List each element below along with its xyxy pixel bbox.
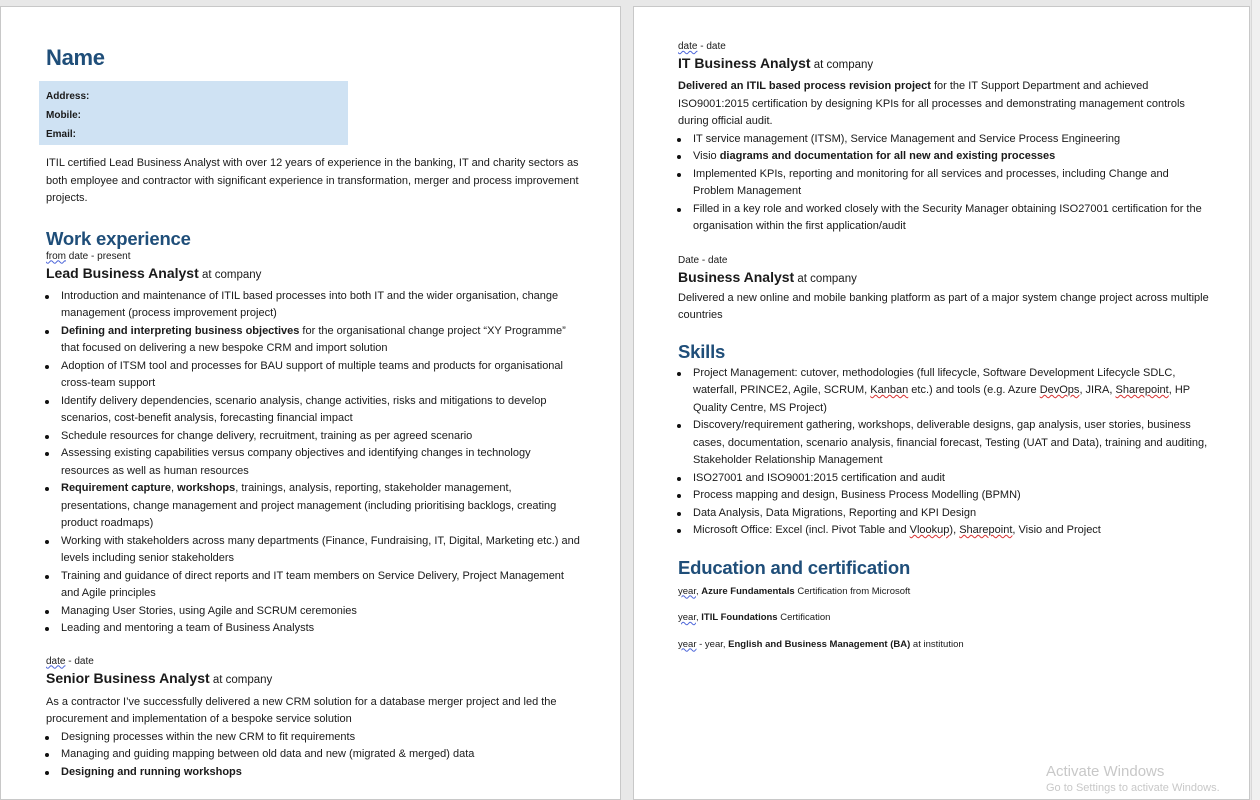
- text-run: Defining and interpreting business objectives: [61, 324, 300, 337]
- address-label: Address:: [46, 91, 90, 102]
- text-run: ,: [695, 612, 702, 623]
- text-run: Adoption of ITSM tool and processes for BAU support of multiple teams and products for organisational cross-team support: [61, 359, 563, 389]
- text-run: English and Business Management (BA): [728, 638, 911, 650]
- spellcheck-flagged-word: Sharepoint: [1115, 384, 1169, 396]
- job-dates: [678, 40, 1209, 54]
- job-company: at company: [209, 673, 273, 686]
- text-run: Designing and running workshops: [61, 765, 242, 778]
- list-item: [46, 393, 580, 428]
- job-company: at company: [810, 59, 874, 71]
- watermark-line-1: Activate Windows: [1046, 763, 1165, 780]
- list-item: [46, 746, 580, 764]
- skills-list: [678, 365, 1209, 540]
- summary-paragraph: ITIL certified Lead Business Analyst with over 12 years of experience in the banking, IT and charity sectors as both employee and contractor with significant experience in transformation, merger and process improvement projects.: [46, 157, 579, 204]
- text-run: , trainings, analysis, reporting, stakeholder management, presentations, change management and project management (including prioritising backlogs, creating product roadmaps): [61, 482, 557, 529]
- job-description: [678, 78, 1209, 131]
- text-run: Certification: [777, 612, 831, 623]
- text-run: Delivered an ITIL based process revision project: [678, 80, 931, 92]
- spellcheck-flagged-word: date: [46, 655, 66, 667]
- spellcheck-flagged-word: year: [678, 612, 696, 623]
- text-run: Data Analysis, Data Migrations, Reporting and KPI Design: [693, 506, 977, 519]
- job-dates: [678, 254, 1209, 268]
- education-list: [678, 585, 1209, 652]
- list-item: [46, 729, 580, 747]
- text-run: for the organisational change project “XY Programme” that focused on delivering a new bespoke CRM and import solution: [61, 324, 566, 354]
- list-item: [46, 764, 580, 782]
- text-run: Filled in a key role and worked closely with the Security Manager obtaining ISO27001 certification for the organisation within the first application/audit: [693, 202, 1202, 232]
- spellcheck-flagged-word: Kanban: [870, 384, 909, 396]
- watermark-line-2: Go to Settings to activate Windows.: [1046, 782, 1220, 794]
- list-item: [46, 358, 580, 393]
- vertical-scrollbar[interactable]: [1251, 0, 1260, 800]
- text-run: Date - date: [678, 254, 728, 266]
- text-run: Managing User Stories, using Agile and SCRUM ceremonies: [61, 604, 357, 617]
- list-item: [678, 148, 1209, 166]
- job-title-text: IT Business Analyst: [678, 55, 811, 71]
- job-description: Delivered a new online and mobile banking platform as part of a major system change project across multiple countries: [678, 291, 1209, 321]
- spellcheck-flagged-word: from: [46, 250, 66, 262]
- spellcheck-flagged-word: year: [678, 585, 696, 597]
- text-run: Implemented KPIs, reporting and monitoring for all services and processes, including Change and Problem Management: [693, 167, 1169, 197]
- list-item: [46, 445, 580, 480]
- list-item: [678, 201, 1209, 236]
- list-item: [678, 365, 1209, 418]
- text-run: date - present: [66, 250, 131, 262]
- job-title-text: Lead Business Analyst: [46, 264, 199, 281]
- mobile-label: Mobile:: [46, 110, 81, 121]
- job-dates: [46, 655, 580, 669]
- text-run: - date: [65, 655, 94, 667]
- text-run: - date: [697, 41, 726, 52]
- text-run: Leading and mentoring a team of Business Analysts: [61, 622, 315, 634]
- text-run: Visio: [693, 150, 720, 162]
- job-title-text: Senior Business Analyst: [46, 669, 210, 686]
- list-item: [678, 470, 1209, 488]
- text-run: Project Management: cutover, methodologies (full lifecycle, Software Development Lifecycle SDLC, waterfall, PRINCE2, Agile, SCRUM,: [693, 366, 1176, 396]
- list-item: [46, 568, 580, 603]
- text-run: Process mapping and design, Business Process Modelling (BPMN): [693, 489, 1021, 501]
- text-run: - year,: [696, 638, 729, 650]
- text-run: diagrams and documentation for all new and existing processes: [719, 150, 1056, 162]
- contact-box: [39, 81, 348, 145]
- text-run: ,: [695, 585, 702, 597]
- text-run: Designing processes within the new CRM to fit requirements: [61, 730, 356, 743]
- work-experience-heading: Work experience: [46, 227, 191, 249]
- text-run: for the IT Support Department and achieved ISO9001:2015 certification by designing KPIs for all processes and demonstrating management controls during official audit.: [678, 80, 1185, 127]
- text-run: Identify delivery dependencies, scenario analysis, change activities, risks and mitigations to develop scenarios, cost-benefit analysis, forecasting financial impact: [61, 394, 547, 424]
- text-run: Schedule resources for change delivery, recruitment, training as per agreed scenario: [61, 429, 473, 442]
- job-title: [46, 669, 580, 690]
- spellcheck-flagged-word: year: [678, 638, 697, 650]
- list-item: [46, 323, 580, 358]
- text-run: Requirement capture: [61, 482, 172, 494]
- job-bullets: [678, 131, 1209, 236]
- job-title: [678, 54, 1209, 75]
- text-run: ISO27001 and ISO9001:2015 certification and audit: [693, 471, 945, 484]
- activate-windows-watermark: [1046, 762, 1246, 795]
- education-entry: [678, 638, 1209, 652]
- text-run: ),: [949, 524, 960, 536]
- text-run: Introduction and maintenance of ITIL based processes into both IT and the wider organisation, change management (process improvement project): [61, 289, 559, 319]
- job-bullets: [46, 288, 580, 638]
- job-company: at company: [198, 268, 262, 281]
- job-description: As a contractor I’ve successfully delivered a new CRM solution for a database merger project and led the procurement and implementation of a bespoke service solution: [46, 695, 557, 725]
- text-run: etc.) and tools (e.g. Azure: [908, 384, 1040, 396]
- education-heading: Education and certification: [678, 556, 911, 578]
- list-item: [46, 480, 580, 533]
- text-run: Microsoft Office: Excel (incl. Pivot Table and: [693, 524, 910, 536]
- skills-heading: Skills: [678, 340, 726, 362]
- text-run: Discovery/requirement gathering, workshops, deliverable designs, gap analysis, user stories, business cases, documentation, scenario analysis, financial forecast, Testing (UAT and Data), training and auditing, Stakeholder Relationship Management: [693, 419, 1208, 466]
- text-run: Managing and guiding mapping between old data and new (migrated & merged) data: [61, 748, 475, 760]
- spellcheck-flagged-word: date: [678, 41, 698, 52]
- text-run: Certification from Microsoft: [794, 585, 911, 597]
- list-item: [678, 505, 1209, 523]
- text-run: Training and guidance of direct reports and IT team members on Service Delivery, Project Management and Agile principles: [61, 569, 564, 599]
- job-title: [46, 264, 580, 285]
- text-run: workshops: [177, 482, 236, 494]
- text-run: IT service management (ITSM), Service Management and Service Process Engineering: [693, 132, 1121, 145]
- text-run: ,: [171, 482, 178, 494]
- list-item: [46, 288, 580, 323]
- job-dates: [46, 250, 580, 264]
- document-page-1[interactable]: [0, 6, 621, 800]
- spellcheck-flagged-word: Sharepoint: [959, 524, 1013, 536]
- text-run: , HP Quality Centre, MS Project): [693, 384, 1190, 414]
- text-run: , JIRA,: [1079, 384, 1116, 396]
- candidate-name[interactable]: Name: [46, 45, 105, 70]
- list-item: [678, 522, 1209, 540]
- email-label: Email:: [46, 129, 77, 140]
- education-entry: [678, 585, 1209, 599]
- job-company: at company: [794, 272, 857, 285]
- text-run: , Visio and Project: [1012, 524, 1101, 536]
- job-title-text: Business Analyst: [678, 268, 795, 285]
- text-run: at institution: [910, 638, 964, 650]
- list-item: [46, 533, 580, 568]
- job-title: [678, 268, 1209, 289]
- spellcheck-flagged-word: Vlookup: [909, 524, 950, 536]
- job-bullets: [46, 729, 580, 782]
- list-item: [46, 620, 580, 638]
- text-run: ITIL Foundations: [701, 612, 778, 623]
- list-item: [678, 487, 1209, 505]
- list-item: [678, 166, 1209, 201]
- list-item: [46, 428, 580, 446]
- text-run: Assessing existing capabilities versus company objectives and identifying changes in technology resources as well as human resources: [61, 447, 531, 477]
- list-item: [46, 603, 580, 621]
- list-item: [678, 417, 1209, 470]
- document-page-2[interactable]: [633, 6, 1250, 800]
- text-run: Azure Fundamentals: [701, 585, 795, 597]
- text-run: Working with stakeholders across many departments (Finance, Fundraising, IT, Digital, Marketing etc.) and levels including senior stakeholders: [61, 534, 580, 564]
- list-item: [678, 131, 1209, 149]
- spellcheck-flagged-word: DevOps: [1039, 384, 1080, 396]
- education-entry: [678, 611, 1209, 625]
